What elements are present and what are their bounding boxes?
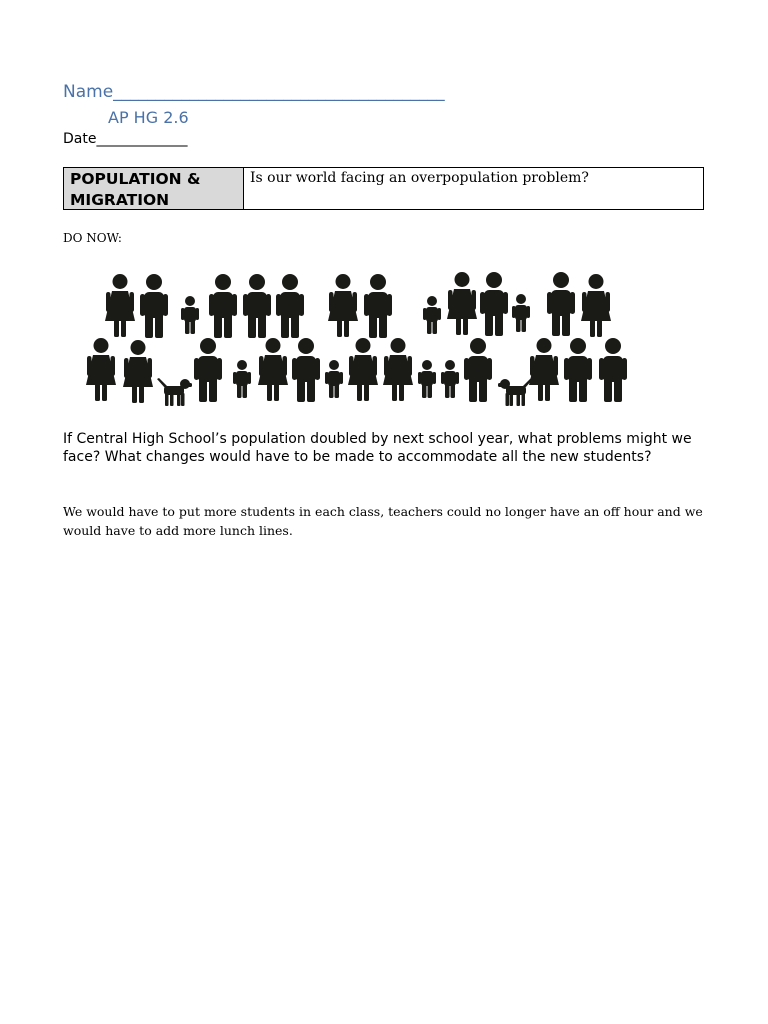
date-field: Date_____________ — [63, 131, 188, 147]
essential-question-cell: Is our world facing an overpopulation problem? — [250, 170, 589, 186]
name-field: Name_______________________________________ — [63, 82, 445, 102]
do-now-question: If Central High School’s population doubled by next school year, what problems might we face? What changes would have to be made to accommodate all the new students? — [63, 431, 692, 465]
title-table — [63, 167, 704, 210]
topic-cell: POPULATION & MIGRATION — [64, 168, 244, 209]
student-answer: We would have to put more students in each class, teachers could no longer have an off hour and we would have to add more lunch lines. — [63, 504, 703, 538]
do-now-label: DO NOW: — [63, 231, 122, 245]
crowd-of-people-silhouettes-icon — [80, 268, 640, 412]
course-code: AP HG 2.6 — [108, 108, 189, 127]
